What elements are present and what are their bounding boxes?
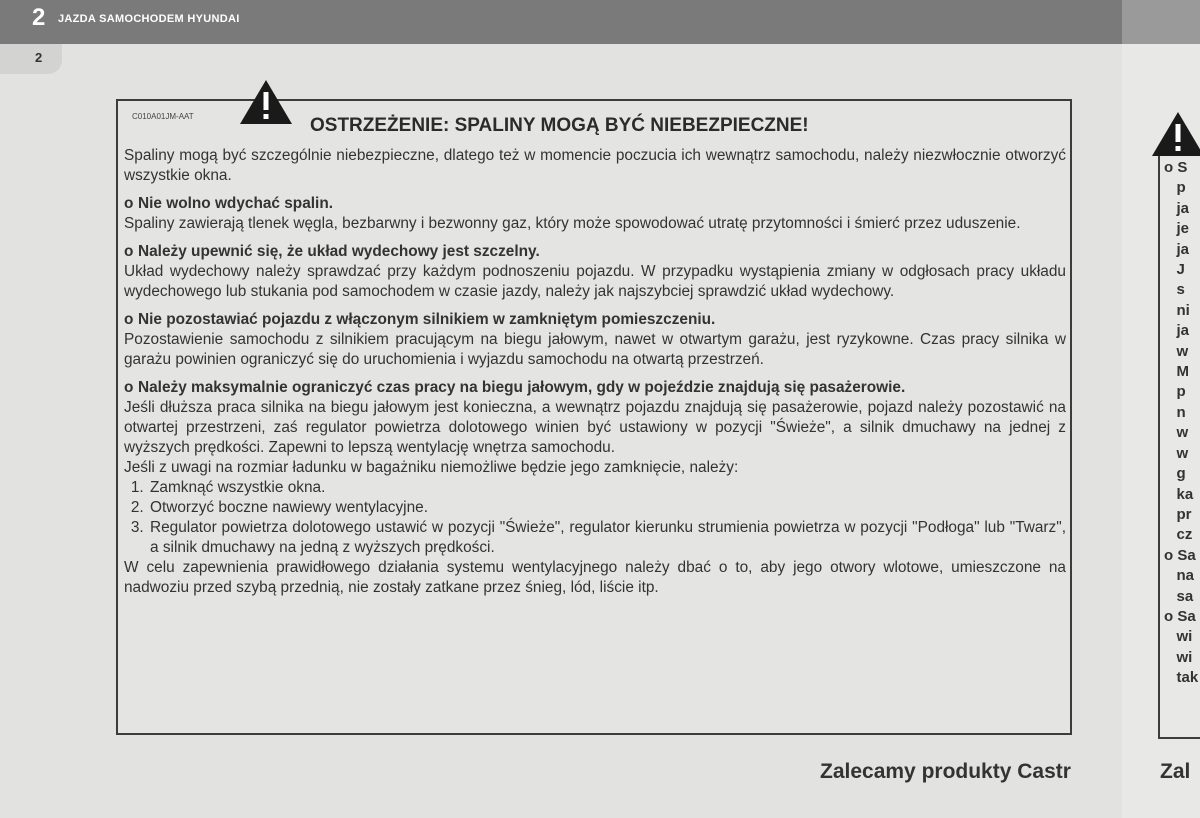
- footer-text: Zalecamy produkty Castr: [820, 760, 1071, 783]
- chapter-title: JAZDA SAMOCHODEM HYUNDAI: [58, 13, 240, 25]
- step-item: 3. Regulator powietrza dolotowego ustawić w pozycji "Świeże", regulator kierunku strumienia powietrza w pozycji "Podłoga" lub "Twarz", a silnik dmuchawy na jedną z wyższych prędkości.: [148, 518, 1066, 558]
- adjacent-header-bar: [1122, 0, 1200, 44]
- steps-list: [124, 478, 1066, 558]
- warning-intro: Spaliny mogą być szczególnie niebezpieczne, dlatego też w momencie poczucia ich wewnątrz samochodu, należy niezwłocznie otworzyć wszystkie okna.: [124, 147, 1066, 184]
- warning-triangle-icon: [238, 78, 294, 126]
- section-heading: o Należy maksymalnie ograniczyć czas pracy na biegu jałowym, gdy w pojeździe znajdują się pasażerowie.: [124, 379, 906, 396]
- section-text: Jeśli dłuższa praca silnika na biegu jałowym jest konieczna, a wewnątrz pojazdu znajdują się pasażerowie, pojazd należy pozostawić na otwartej przestrzeni, zaś regulator powietrza dolotowego winien być ustawiony w pozycji "Świeże", a silnik dmuchawy na jednej z wyższych prędkości. Zapewni to lepszą wentylację wnętrza samochodu.: [124, 399, 1066, 456]
- section-heading: o Nie pozostawiać pojazdu z włączonym silnikiem w zamkniętym pomieszczeniu.: [124, 311, 716, 328]
- adjacent-page: [1122, 0, 1200, 818]
- closing-text: W celu zapewnienia prawidłowego działania systemu wentylacyjnego należy dbać o to, aby jego otwory wlotowe, umieszczone na nadwoziu przed szybą przednią, nie zostały zatkane przez śnieg, lód, liście itp.: [124, 559, 1066, 596]
- step-item: 2. Otworzyć boczne nawiewy wentylacyjne.: [148, 498, 1066, 518]
- adjacent-text-fragments: o S p ja je ja J s ni ja w M p n w w g ka pr cz o Sa na sa o Sa wi wi tak: [1164, 159, 1199, 687]
- trunk-intro: Jeśli z uwagi na rozmiar ładunku w bagażniku niemożliwe będzie jego zamknięcie, należy:: [124, 459, 739, 476]
- warning-title: OSTRZEŻENIE: SPALINY MOGĄ BYĆ NIEBEZPIECZNE!: [310, 115, 809, 136]
- adjacent-warning-triangle-icon: [1150, 110, 1200, 158]
- warning-content: [124, 146, 1066, 598]
- page-tab: [0, 44, 62, 74]
- warning-code: C010A01JM-AAT: [132, 112, 194, 121]
- section-text: Układ wydechowy należy sprawdzać przy każdym podnoszeniu pojazdu. W przypadku wystąpienia zmiany w odgłosach pracy układu wydechowego lub stukania pod samochodem w czasie jazdy, należy jak najszybciej sprawdzić układ wydechowy.: [124, 263, 1066, 300]
- page-number: 2: [35, 50, 43, 65]
- section-text: Spaliny zawierają tlenek węgla, bezbarwny i bezwonny gaz, który może spowodować utratę przytomności i śmierć przez uduszenie.: [124, 215, 1021, 232]
- section-heading: o Należy upewnić się, że układ wydechowy jest szczelny.: [124, 243, 540, 260]
- step-item: 1. Zamknąć wszystkie okna.: [148, 478, 1066, 498]
- section-text: Pozostawienie samochodu z silnikiem pracującym na biegu jałowym, nawet w otwartym garażu, jest ryzykowne. Czas pracy silnika w garażu powinien ograniczyć się do uruchomienia i wyjazdu samochodu na otwartą przestrzeń.: [124, 331, 1066, 368]
- section-heading: o Nie wolno wdychać spalin.: [124, 195, 333, 212]
- chapter-number: 2: [32, 4, 46, 31]
- adjacent-footer-text: Zal: [1160, 760, 1191, 783]
